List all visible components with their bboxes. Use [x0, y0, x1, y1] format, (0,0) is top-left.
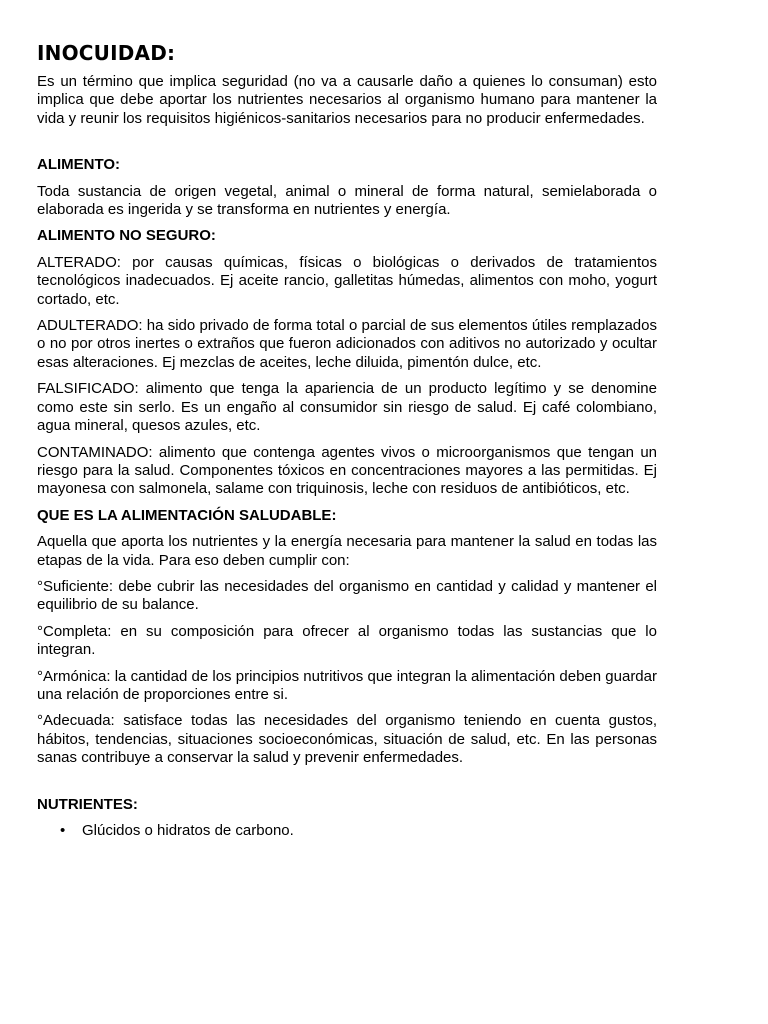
paragraph-saludable-intro: Aquella que aporta los nutrientes y la energía necesaria para mantener la salud en todas las etapas de la vida. Para eso deben cumplir con:	[37, 533, 657, 569]
paragraph-alterado: ALTERADO: por causas químicas, físicas o biológicas o derivados de tratamientos tecnológicos inadecuados. Ej aceite rancio, galletitas húmedas, alimentos con moho, yogurt cortado, etc.	[37, 253, 657, 308]
list-item-text: Glúcidos o hidratos de carbono.	[82, 822, 294, 839]
paragraph-adecuada: °Adecuada: satisface todas las necesidades del organismo teniendo en cuenta gustos, hábitos, tendencias, situaciones socioeconómicas, situación de salud, etc. En las personas sanas contribuye a conservar la salud y prevenir enfermedades.	[37, 712, 657, 767]
paragraph-falsificado: FALSIFICADO: alimento que tenga la apariencia de un producto legítimo y se denomine como este sin serlo. Es un engaño al consumidor sin riesgo de salud. Ej café colombiano, agua mineral, quesos azules, etc.	[37, 380, 657, 435]
heading-alimentacion-saludable: QUE ES LA ALIMENTACIÓN SALUDABLE:	[37, 506, 337, 524]
list-item	[37, 822, 657, 840]
paragraph-suficiente: °Suficiente: debe cubrir las necesidades del organismo en cantidad y calidad y mantener el equilibrio de su balance.	[37, 577, 657, 614]
nutrientes-list	[37, 822, 657, 840]
heading-nutrientes: NUTRIENTES:	[37, 795, 138, 813]
heading-alimento-no-seguro: ALIMENTO NO SEGURO:	[37, 227, 216, 245]
paragraph-alimento: Toda sustancia de origen vegetal, animal o mineral de forma natural, semielaborada o elaborada es ingerida y se transforma en nutrientes y energía.	[37, 182, 657, 219]
bullet-icon: •	[60, 822, 66, 839]
paragraph-inocuidad: Es un término que implica seguridad (no va a causarle daño a quienes lo consuman) esto implica que debe aportar los nutrientes necesarios al organismo humano para mantener la vida y reunir los requisitos higiénicos-sanitarios necesarios para no producir enfermedades.	[37, 73, 657, 127]
paragraph-armonica: °Armónica: la cantidad de los principios nutritivos que integran la alimentación deben guardar una relación de proporciones entre si.	[37, 667, 657, 703]
heading-alimento: ALIMENTO:	[37, 156, 121, 174]
paragraph-contaminado: CONTAMINADO: alimento que contenga agentes vivos o microorganismos que tengan un riesgo para la salud. Componentes tóxicos en concentraciones mayores a las permitidas. Ej mayonesa con salmonela, salame con triquinosis, leche con residuos de antibióticos, etc.	[37, 443, 657, 498]
paragraph-adulterado: ADULTERADO: ha sido privado de forma total o parcial de sus elementos útiles remplazados o no por otros inertes o extraños que fueron adicionados con aditivos no autorizado y ocultar esas alteraciones. Ej mezclas de aceites, leche diluida, pimentón dulce, etc.	[37, 317, 657, 371]
paragraph-completa: °Completa: en su composición para ofrecer al organismo todas las sustancias que lo integran.	[37, 622, 657, 659]
document-page	[37, 40, 657, 840]
heading-inocuidad: INOCUIDAD:	[37, 41, 176, 65]
